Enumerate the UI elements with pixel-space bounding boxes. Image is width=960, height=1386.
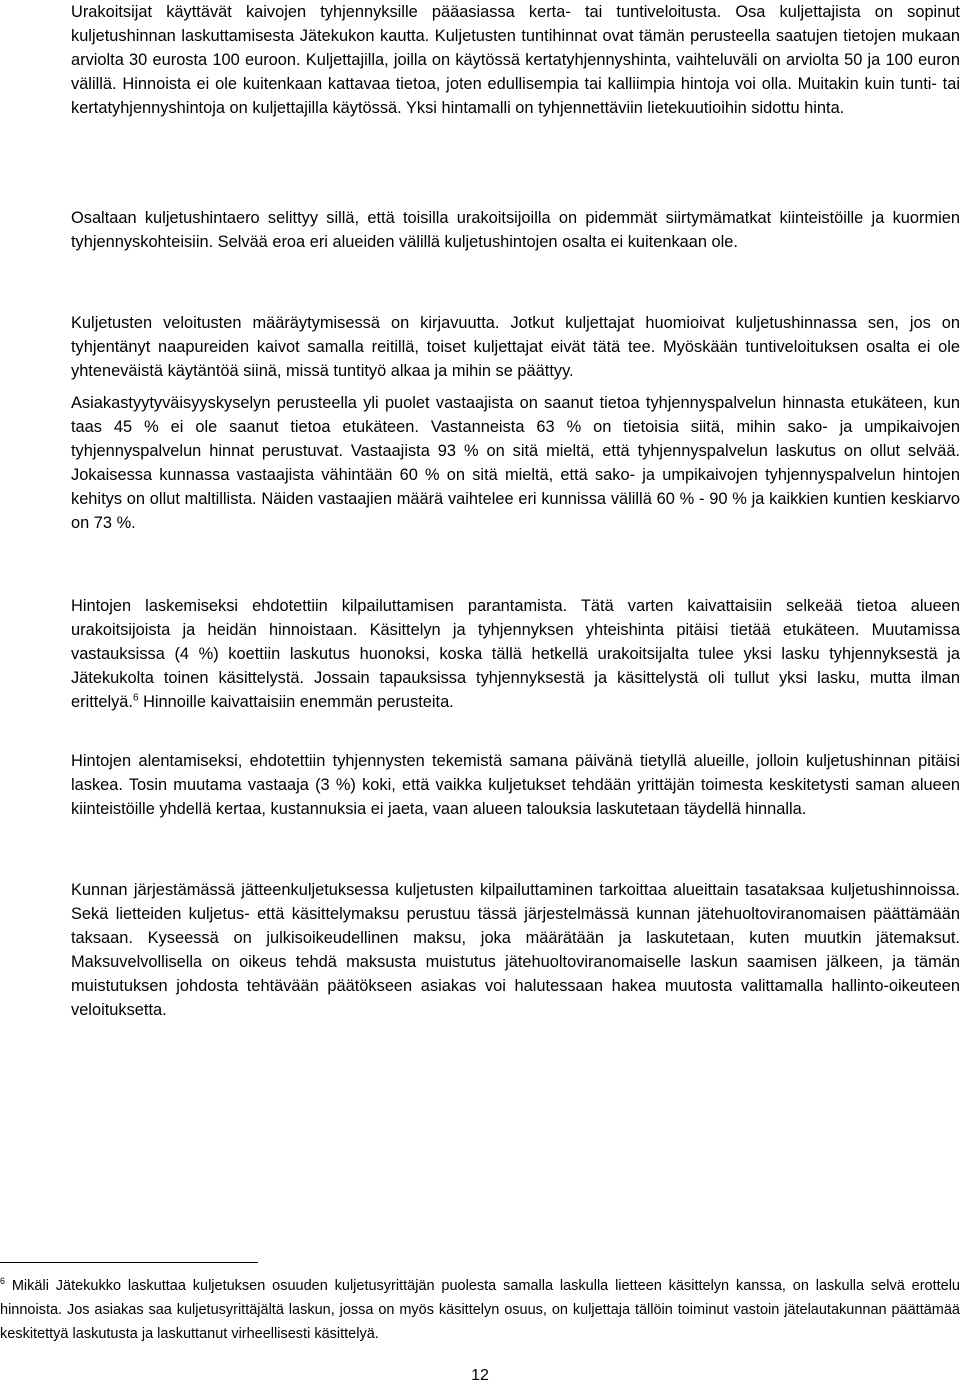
footnote-number: 6 (0, 1276, 6, 1287)
paragraph-6: Hintojen alentamiseksi, ehdotettiin tyhjennysten tekemistä samana päivänä tietyllä alueille, jolloin kuljetushinnan pitäisi laskea. Tosin muutama vastaaja (3 %) koki, että vaikka kuljetukset tehdään yrittäjän toimesta keskitetysti saman alueen kiinteistöille yhdellä kertaa, kustannuksia ei jaeta, vaan alueen talouksia laskutetaan täydellä hinnalla. (71, 752, 960, 818)
paragraph-5-text: Hintojen laskemiseksi ehdotettiin kilpailuttamisen parantamista. Tätä varten kaivattaisiin selkeää tietoa alueen urakoitsijoista ja heidän hinnoistaan. Käsittelyn ja tyhjennyksen yhteishinta pitäisi tietää etukäteen. Muutamissa vastauksissa (4 %) koettiin laskutus huonoksi, koska tällä hetkellä urakoitsijalta tulee yksi lasku tyhjennyksestä ja Jätekukolta toinen käsittelystä. Jossain tapauksissa tyhjennyksestä ja käsittelystä oli tullut yksi lasku, mutta ilman erittelyä. (71, 597, 960, 711)
footnote-divider (0, 1262, 258, 1263)
paragraph-2: Osaltaan kuljetushintaero selittyy sillä, että toisilla urakoitsijoilla on pidemmät siirtymämatkat kiinteistöille ja kuormien tyhjennyskohteisiin. Selvää eroa eri alueiden välillä kuljetushintojen osalta ei kuitenkaan ole. (71, 209, 960, 251)
paragraph-1: Urakoitsijat käyttävät kaivojen tyhjennyksille pääasiassa kerta- tai tuntiveloitusta. Osa kuljettajista on sopinut kuljetushinnan laskuttamisesta Jätekukon kautta. Kuljetusten tuntihinnat ovat tämän perusteella saatujen tietojen mukaan arviolta 30 eurosta 100 euroon. Kuljettajilla, joilla on käytössä kertatyhjennyshinta, vaihteluväli on arviolta 50 ja 100 euron välillä. Hinnoista ei ole kuitenkaan kattavaa tietoa, joten edullisempia tai kalliimpia hintoja voi olla. Muitakin kuin tunti- tai kertatyhjennyshintoja on kuljettajilla käytössä. Yksi hintamalli on tyhjennettäviin lietekuutioihin sidottu hinta. (71, 3, 960, 117)
footnote-reference[interactable]: 6 (132, 692, 139, 704)
footnote (0, 1274, 960, 1346)
footnote-text: Mikäli Jätekukko laskuttaa kuljetuksen osuuden kuljetusyrittäjän puolesta samalla laskulla lietteen käsittelyn kanssa, on laskulla selvä erottelu hinnoista. Jos asiakas saa kuljetusyrittäjältä laskun, jossa on myös käsittelyn osuus, on kuljettaja tällöin toiminut vastoin jätelautakunnan päättämää keskitettyä laskutusta ja laskuttanut virheellisesti käsittelyä. (0, 1278, 960, 1342)
paragraph-5 (71, 594, 960, 714)
paragraph-5-text-end: Hinnoille kaivattaisiin enemmän perusteita. (138, 693, 454, 711)
page-number: 12 (471, 1367, 489, 1384)
paragraph-3: Kuljetusten veloitusten määräytymisessä on kirjavuutta. Jotkut kuljettajat huomioivat kuljetushinnassa sen, jos on tyhjentänyt naapureiden kaivot samalla reitillä, toiset kuljettajat eivät tätä tee. Myöskään tuntiveloituksen osalta ei ole yhteneväistä käytäntöä siinä, missä tuntityö alkaa ja mihin se päättyy. (71, 314, 960, 380)
paragraph-7: Kunnan järjestämässä jätteenkuljetuksessa kuljetusten kilpailuttaminen tarkoittaa alueittain tasataksaa kuljetushinnoissa. Sekä lietteiden kuljetus- että käsittelymaksu perustuu tässä järjestelmässä kunnan jätehuoltoviranomaisen päättämään taksaan. Kyseessä on julkisoikeudellinen maksu, joka määrätään ja laskutetaan, kuten muutkin jätemaksut. Maksuvelvollisella on oikeus tehdä maksusta muistutus jätehuoltoviranomaiselle laskun saamisen jälkeen, ja tämän muistutuksen johdosta tehtävään päätökseen asiakas voi halutessaan hakea muutosta valittamalla hallinto-oikeuteen veloituksetta. (71, 881, 960, 1019)
paragraph-4: Asiakastyytyväisyyskyselyn perusteella yli puolet vastaajista on saanut tietoa tyhjennyspalvelun hinnasta etukäteen, kun taas 45 % ei ole saanut tietoa etukäteen. Vastanneista 63 % on tietoisia siitä, mihin sako- ja umpikaivojen tyhjennyspalvelun hinnat perustuvat. Vastaajista 93 % on sitä mieltä, että tyhjennyspalvelun laskutus on ollut selvää. Jokaisessa kunnassa vastaajista vähintään 60 % on sitä mieltä, että sako- ja umpikaivojen tyhjennyspalvelun hintojen kehitys on ollut maltillista. Näiden vastaajien määrä vaihtelee eri kunnissa välillä 60 % - 90 % ja kaikkien kuntien keskiarvo on 73 %. (71, 394, 960, 532)
